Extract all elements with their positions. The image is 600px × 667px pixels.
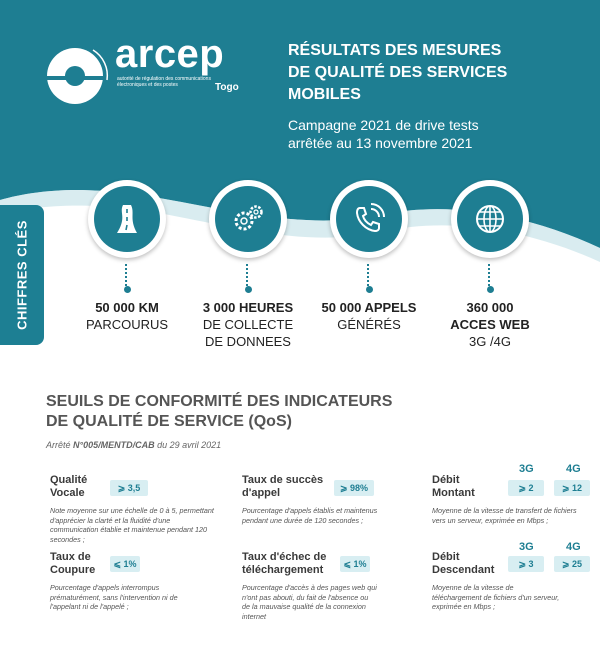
column-3g: 3G (519, 541, 534, 553)
section-title-line-2: DE QUALITÉ DE SERVICE (QoS) (46, 413, 292, 430)
decree-prefix: Arrêté (46, 440, 74, 450)
arcep-logo (45, 32, 245, 110)
side-tab-label: CHIFFRES CLÉS (14, 220, 30, 330)
indicator-taux-coupure (50, 551, 230, 612)
column-4g: 4G (566, 463, 581, 475)
stat-hours (178, 180, 318, 350)
logo-tagline: autorité de régulation des communications électroniques et des postes (117, 76, 211, 88)
stat-caption: PARCOURUS (85, 317, 169, 332)
stat-value: 360 000 (466, 300, 514, 315)
stat-circle (330, 180, 408, 258)
page-title (288, 40, 588, 106)
threshold-badge: ⩽ 1% (110, 556, 140, 572)
decree-reference (46, 440, 221, 450)
threshold-badge-4g: ⩾ 25 (554, 556, 590, 572)
title-line-3: MOBILES (288, 86, 361, 103)
indicator-label: Débit Montant (432, 474, 475, 499)
decree-number: N°005/MENTD/CAB (73, 440, 155, 450)
stat-value: 3 000 HEURES (202, 300, 294, 315)
stat-circle (209, 180, 287, 258)
stat-value: 50 000 KM (95, 300, 159, 315)
column-4g: 4G (566, 541, 581, 553)
threshold-badge-3g: ⩾ 2 (508, 480, 544, 496)
threshold-badge-4g: ⩾ 12 (554, 480, 590, 496)
decree-date: du 29 avril 2021 (154, 440, 222, 450)
threshold-badge: ⩾ 98% (334, 480, 374, 496)
gears-icon (229, 200, 267, 238)
phone-call-icon (351, 201, 387, 237)
column-3g: 3G (519, 463, 534, 475)
road-icon (109, 201, 145, 237)
indicator-label: Taux de Coupure (50, 551, 96, 576)
subtitle-line-1: Campagne 2021 de drive tests (288, 117, 479, 133)
logo-country: Togo (215, 82, 239, 93)
section-title (46, 392, 446, 432)
stat-value: 50 000 APPELS (321, 300, 417, 315)
section-title-line-1: SEUILS DE CONFORMITÉ DES INDICATEURS (46, 393, 393, 410)
threshold-badge: ⩽ 1% (340, 556, 370, 572)
title-line-1: RÉSULTATS DES MESURES (288, 42, 502, 59)
indicator-label: Taux d'échec de téléchargement (242, 551, 327, 576)
arcep-logo-mark (45, 40, 113, 108)
indicator-description: Moyenne de la vitesse de téléchargement de fichiers d'un serveur, exprimée en Mbps ; (432, 583, 560, 611)
logo-word: arcep (115, 32, 225, 76)
threshold-badge: ⩾ 3,5 (110, 480, 148, 496)
stat-web (420, 180, 560, 350)
stat-caption-2: 3G /4G (469, 334, 511, 349)
indicator-description: Pourcentage d'appels établis et maintenus pendant une durée de 120 secondes ; (242, 506, 378, 525)
title-line-2: DE QUALITÉ DES SERVICES (288, 64, 508, 81)
stat-calls (299, 180, 439, 333)
indicator-description: Pourcentage d'appels interrompus prématurément, sans l'intervention ni de l'appelant ni de l'appelé ; (50, 583, 178, 611)
threshold-badge-3g: ⩾ 3 (508, 556, 544, 572)
indicator-description: Pourcentage d'accès à des pages web qui n'ont pas abouti, du fait de l'absence ou de la mauvaise qualité de la connexion internet (242, 583, 377, 621)
stat-circle (451, 180, 529, 258)
indicator-description: Note moyenne sur une échelle de 0 à 5, permettant d'apprécier la clarté et la fluidité d'une communication établie et maintenue pendant 120 secondes ; (50, 506, 214, 544)
indicator-label: Qualité Vocale (50, 474, 88, 499)
indicator-description: Moyenne de la vitesse de transfert de fichiers vers un serveur, exprimée en Mbps ; (432, 506, 577, 525)
stat-km (57, 180, 197, 333)
stat-caption: DE COLLECTE (202, 317, 294, 332)
stat-caption-2: DE DONNEES (205, 334, 291, 349)
stat-caption: GÉNÉRÉS (337, 317, 401, 332)
stat-caption: ACCES WEB (450, 317, 530, 332)
indicator-label: Débit Descendant (432, 551, 495, 576)
subtitle-line-2: arrêtée au 13 novembre 2021 (288, 135, 473, 151)
indicator-taux-succes (242, 474, 422, 525)
stat-circle (88, 180, 166, 258)
indicator-label: Taux de succès d'appel (242, 474, 324, 499)
indicator-taux-echec (242, 551, 422, 621)
page-subtitle (288, 116, 588, 152)
globe-icon (473, 202, 507, 236)
